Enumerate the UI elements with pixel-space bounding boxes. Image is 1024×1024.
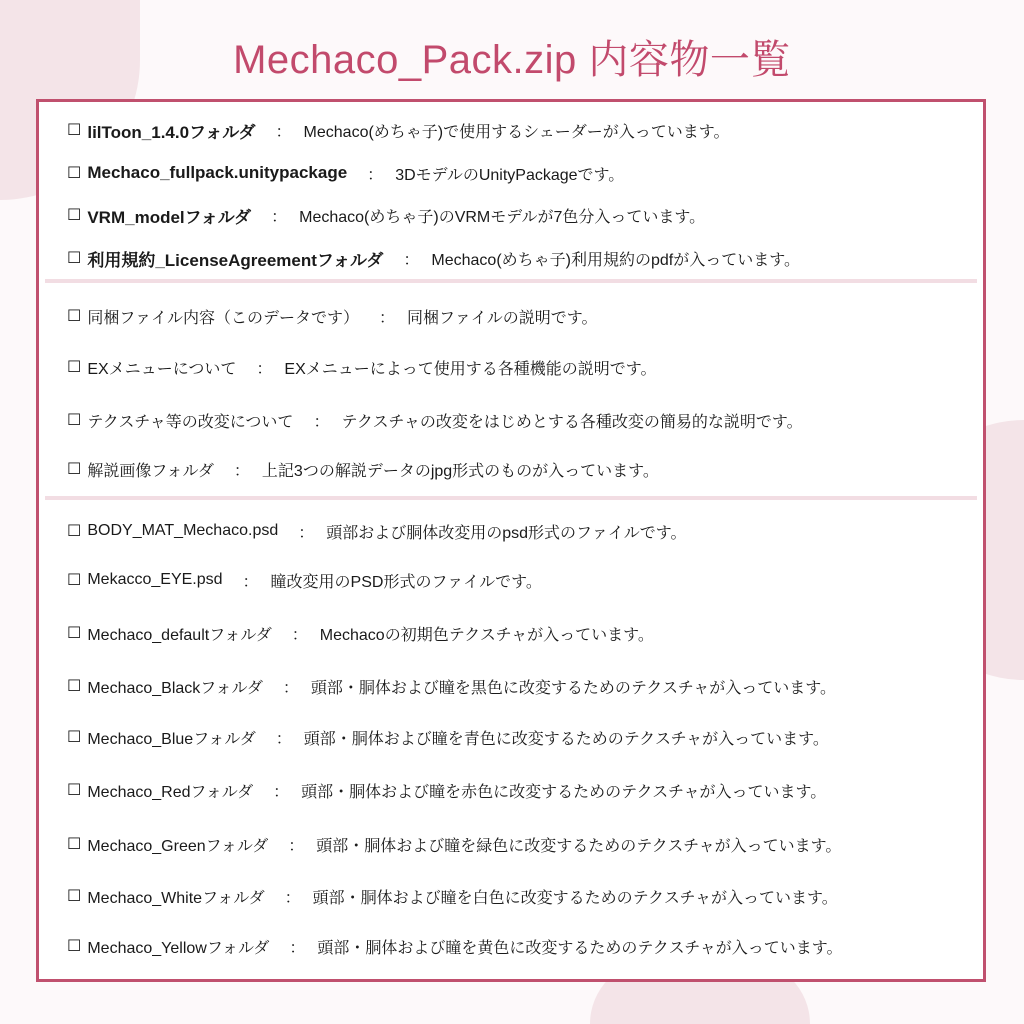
checkbox-icon: ☐ bbox=[67, 122, 82, 139]
list-item bbox=[67, 407, 803, 433]
item-description: Mechaco(めちゃ子)のVRMモデルが7色分入っています。 bbox=[299, 208, 706, 226]
checkbox-icon: ☐ bbox=[67, 625, 82, 642]
item-label: 同梱ファイル内容（このデータです） bbox=[87, 309, 360, 327]
separator: ： bbox=[289, 939, 306, 957]
item-description: Mechaco(めちゃ子)利用規約のpdfが入っています。 bbox=[431, 251, 800, 269]
list-item bbox=[67, 933, 843, 959]
separator: ： bbox=[291, 626, 308, 644]
list-item bbox=[67, 354, 656, 380]
item-description: 頭部・胴体および瞳を青色に改変するためのテクスチャが入っています。 bbox=[303, 730, 829, 748]
checkbox-icon: ☐ bbox=[67, 165, 82, 182]
separator: ： bbox=[282, 679, 299, 697]
checkbox-icon: ☐ bbox=[67, 678, 82, 695]
item-label: Mechaco_Blueフォルダ bbox=[87, 730, 256, 748]
item-description: 頭部・胴体および瞳を赤色に改変するためのテクスチャが入っています。 bbox=[301, 783, 827, 801]
list-item bbox=[67, 456, 659, 482]
checkbox-icon: ☐ bbox=[67, 729, 82, 746]
item-description: 瞳改変用のPSD形式のファイルです。 bbox=[270, 573, 542, 591]
checkbox-icon: ☐ bbox=[67, 359, 82, 376]
separator: ： bbox=[403, 251, 420, 269]
separator: ： bbox=[271, 208, 288, 226]
item-label: Mekacco_EYE.psd bbox=[87, 571, 223, 588]
separator: ： bbox=[273, 783, 290, 801]
list-item bbox=[67, 673, 836, 699]
list-item bbox=[67, 724, 829, 750]
separator: ： bbox=[256, 360, 273, 378]
checkbox-icon: ☐ bbox=[67, 412, 82, 429]
item-description: 頭部および胴体改変用のpsd形式のファイルです。 bbox=[326, 524, 687, 542]
list-item bbox=[67, 160, 624, 186]
checkbox-icon: ☐ bbox=[67, 938, 82, 955]
separator: ： bbox=[242, 573, 259, 591]
checkbox-icon: ☐ bbox=[67, 836, 82, 853]
checkbox-icon: ☐ bbox=[67, 207, 82, 224]
item-label: Mechaco_defaultフォルダ bbox=[87, 626, 272, 644]
section-divider bbox=[45, 496, 977, 500]
list-item bbox=[67, 831, 841, 857]
item-label: lilToon_1.4.0フォルダ bbox=[87, 122, 256, 142]
list-item bbox=[67, 777, 826, 803]
section-divider bbox=[45, 279, 977, 283]
contents-list-box bbox=[36, 99, 986, 982]
separator: ： bbox=[288, 837, 305, 855]
item-label: VRM_modelフォルダ bbox=[87, 207, 252, 227]
item-description: Mechaco(めちゃ子)で使用するシェーダーが入っています。 bbox=[303, 123, 730, 141]
separator: ： bbox=[233, 462, 250, 480]
checkbox-icon: ☐ bbox=[67, 572, 82, 589]
item-description: 頭部・胴体および瞳を黄色に改変するためのテクスチャが入っています。 bbox=[317, 939, 843, 957]
list-item bbox=[67, 620, 654, 646]
item-description: 同梱ファイルの説明です。 bbox=[407, 309, 598, 327]
page-title: Mechaco_Pack.zip 内容物一覧 bbox=[233, 38, 791, 82]
item-label: BODY_MAT_Mechaco.psd bbox=[87, 522, 279, 539]
item-label: Mechaco_Greenフォルダ bbox=[87, 837, 269, 855]
checkbox-icon: ☐ bbox=[67, 888, 82, 905]
item-label: Mechaco_Yellowフォルダ bbox=[87, 939, 270, 957]
checkbox-icon: ☐ bbox=[67, 308, 82, 325]
item-label: EXメニューについて bbox=[87, 360, 237, 378]
item-label: Mechaco_Blackフォルダ bbox=[87, 679, 263, 697]
separator: ： bbox=[367, 166, 384, 184]
item-label: Mechaco_fullpack.unitypackage bbox=[87, 163, 348, 182]
item-description: 頭部・胴体および瞳を緑色に改変するためのテクスチャが入っています。 bbox=[316, 837, 842, 855]
item-label: Mechaco_Redフォルダ bbox=[87, 783, 254, 801]
item-description: 頭部・胴体および瞳を黒色に改変するためのテクスチャが入っています。 bbox=[310, 679, 836, 697]
checkbox-icon: ☐ bbox=[67, 523, 82, 540]
list-item bbox=[67, 518, 686, 544]
item-description: Mechacoの初期色テクスチャが入っています。 bbox=[319, 626, 654, 644]
separator: ： bbox=[379, 309, 396, 327]
item-label: 解説画像フォルダ bbox=[87, 462, 214, 480]
item-description: 頭部・胴体および瞳を白色に改変するためのテクスチャが入っています。 bbox=[312, 889, 838, 907]
item-label: 利用規約_LicenseAgreementフォルダ bbox=[87, 250, 384, 270]
list-item bbox=[67, 202, 705, 228]
item-label: テクスチャ等の改変について bbox=[87, 413, 294, 431]
checkbox-icon: ☐ bbox=[67, 250, 82, 267]
item-description: テクスチャの改変をはじめとする各種改変の簡易的な説明です。 bbox=[341, 413, 803, 431]
list-item bbox=[67, 567, 542, 593]
checkbox-icon: ☐ bbox=[67, 461, 82, 478]
checkbox-icon: ☐ bbox=[67, 782, 82, 799]
item-description: EXメニューによって使用する各種機能の説明です。 bbox=[284, 360, 657, 378]
separator: ： bbox=[298, 524, 315, 542]
item-description: 上記3つの解説データのjpg形式のものが入っています。 bbox=[261, 462, 659, 480]
item-label: Mechaco_Whiteフォルダ bbox=[87, 889, 265, 907]
list-item bbox=[67, 117, 730, 143]
separator: ： bbox=[284, 889, 301, 907]
list-item bbox=[67, 245, 800, 271]
separator: ： bbox=[275, 730, 292, 748]
separator: ： bbox=[313, 413, 330, 431]
separator: ： bbox=[275, 123, 292, 141]
item-description: 3DモデルのUnityPackageです。 bbox=[395, 166, 625, 184]
list-item bbox=[67, 883, 838, 909]
list-item bbox=[67, 303, 597, 329]
